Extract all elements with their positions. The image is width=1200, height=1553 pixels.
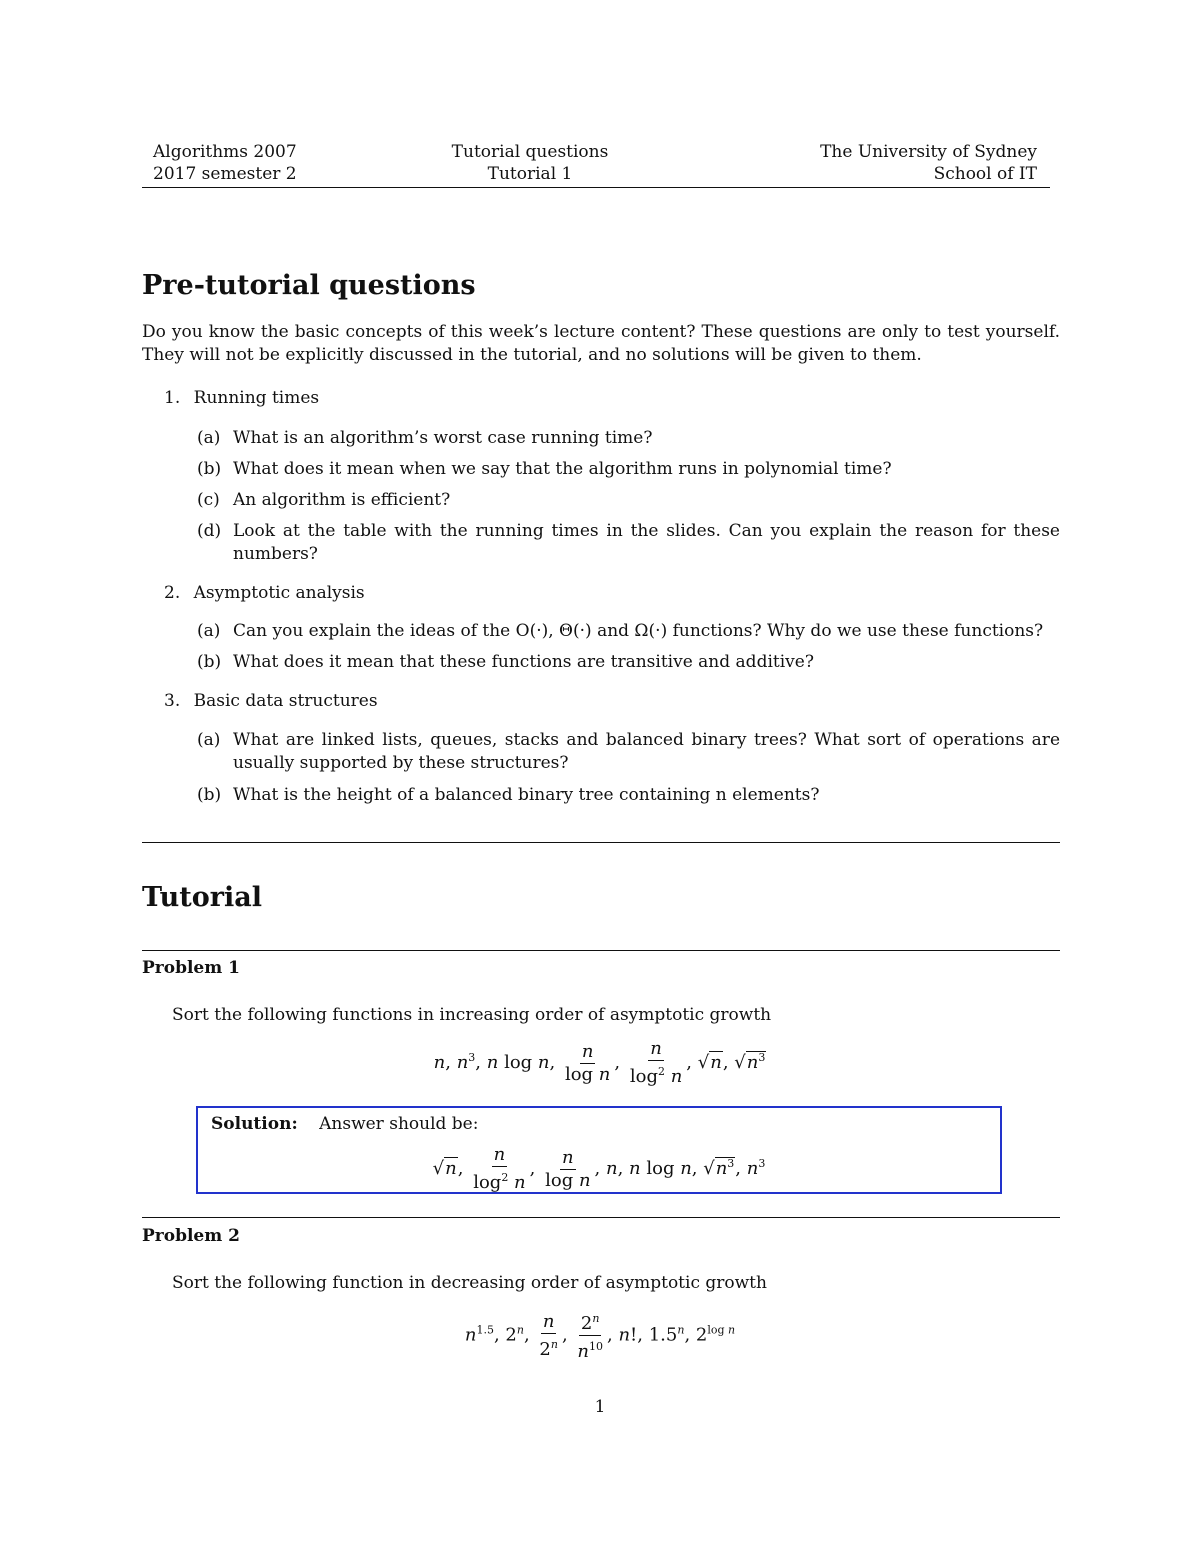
sub-text: What does it mean when we say that the algorithm runs in polynomial time? xyxy=(233,459,892,479)
semester: 2017 semester 2 xyxy=(153,164,297,184)
sub-item xyxy=(197,620,220,643)
solution-header xyxy=(211,1113,478,1136)
sub-letter: (b) xyxy=(197,459,222,479)
sub-letter: (b) xyxy=(197,785,222,805)
sub-item xyxy=(197,427,220,450)
sub-letter: (a) xyxy=(197,730,221,750)
sub-item xyxy=(197,784,221,807)
intro-line-2: They will not be explicitly discussed in the tutorial, and no solutions will be given to them. xyxy=(142,345,922,365)
sub-letter: (c) xyxy=(197,490,220,510)
course-title: Algorithms 2007 xyxy=(153,142,297,162)
sub-text xyxy=(233,729,1060,775)
problem-1-formula: n, $n^3$, n log n, $\frac{n}{\text{log n}}$ , $\frac{n}{\log^2 n}$ , √n, $√n^3$ xyxy=(433,1038,766,1087)
sub-text: What does it mean that these functions are transitive and additive? xyxy=(233,652,814,672)
item-label: Running times xyxy=(193,388,320,408)
list-item xyxy=(164,690,378,713)
sub-text: Can you explain the ideas of the O(·), Θ(·) and Ω(·) functions? Why do we use these functions? xyxy=(233,621,1044,641)
problem-2-text: Sort the following function in decreasing order of asymptotic growth xyxy=(172,1273,767,1293)
item-label: Asymptotic analysis xyxy=(193,583,365,603)
sub-letter: (a) xyxy=(197,621,221,641)
sub-text-line: What are linked lists, queues, stacks and balanced binary trees? What sort of operations are xyxy=(233,730,1060,750)
school: School of IT xyxy=(933,164,1037,184)
list-item xyxy=(164,387,319,410)
header-doc xyxy=(420,141,640,185)
problem-1-heading: Problem 1 xyxy=(142,958,240,978)
intro-line-1: Do you know the basic concepts of this week’s lecture content? These questions are only to test yourself. xyxy=(142,322,1060,342)
header-course xyxy=(153,141,297,185)
sub-text: What is the height of a balanced binary tree containing n elements? xyxy=(233,785,820,805)
header-institution xyxy=(760,141,1037,185)
page-number: 1 xyxy=(594,1397,606,1417)
sub-item xyxy=(197,458,221,481)
solution-text: Answer should be: xyxy=(319,1114,479,1134)
tutorial-title: Tutorial xyxy=(142,882,262,913)
header-rule xyxy=(142,187,1050,188)
solution-formula: √n, $\frac{n}{\log^2 n}$ , $\frac{n}{\text{log n}}$ , n, n log n, $√n^3$, $n^3$ xyxy=(432,1144,766,1193)
sub-letter: (a) xyxy=(197,428,221,448)
sub-text-line: Look at the table with the running times in the slides. Can you explain the reason for these xyxy=(233,521,1060,541)
item-number: 3. xyxy=(164,691,181,711)
solution-box xyxy=(196,1106,1002,1194)
pre-intro xyxy=(142,321,1060,367)
problem-2-heading: Problem 2 xyxy=(142,1226,240,1246)
item-number: 1. xyxy=(164,388,181,408)
sub-item xyxy=(197,489,220,512)
university: The University of Sydney xyxy=(820,142,1037,162)
pre-tutorial-title: Pre-tutorial questions xyxy=(142,270,476,301)
sub-item xyxy=(197,651,221,674)
item-number: 2. xyxy=(164,583,181,603)
sub-letter: (d) xyxy=(197,521,222,541)
sub-text: An algorithm is efficient? xyxy=(233,490,451,510)
problem-divider xyxy=(142,1217,1060,1218)
sub-text xyxy=(233,520,1060,566)
list-item xyxy=(164,582,365,605)
problem-divider xyxy=(142,950,1060,951)
section-divider xyxy=(142,842,1060,843)
doc-type: Tutorial questions xyxy=(451,142,609,162)
sub-item xyxy=(197,520,221,543)
sub-text-line: usually supported by these structures? xyxy=(233,753,569,773)
sub-letter: (b) xyxy=(197,652,222,672)
problem-2-formula: $n^{1.5}$, 2$^n$, $\frac{n}{2^n}$ , $\frac{2^n}{n^{10}}$ , n!, 1.5$^n$, $2^{log n}$ xyxy=(0,1308,1200,1363)
tutorial-number: Tutorial 1 xyxy=(487,164,573,184)
sub-item xyxy=(197,729,220,752)
problem-1-text: Sort the following functions in increasing order of asymptotic growth xyxy=(172,1005,772,1025)
item-label: Basic data structures xyxy=(193,691,378,711)
solution-label: Solution: xyxy=(211,1114,298,1134)
sub-text-line: numbers? xyxy=(233,544,318,564)
sub-text: What is an algorithm’s worst case running time? xyxy=(233,428,653,448)
